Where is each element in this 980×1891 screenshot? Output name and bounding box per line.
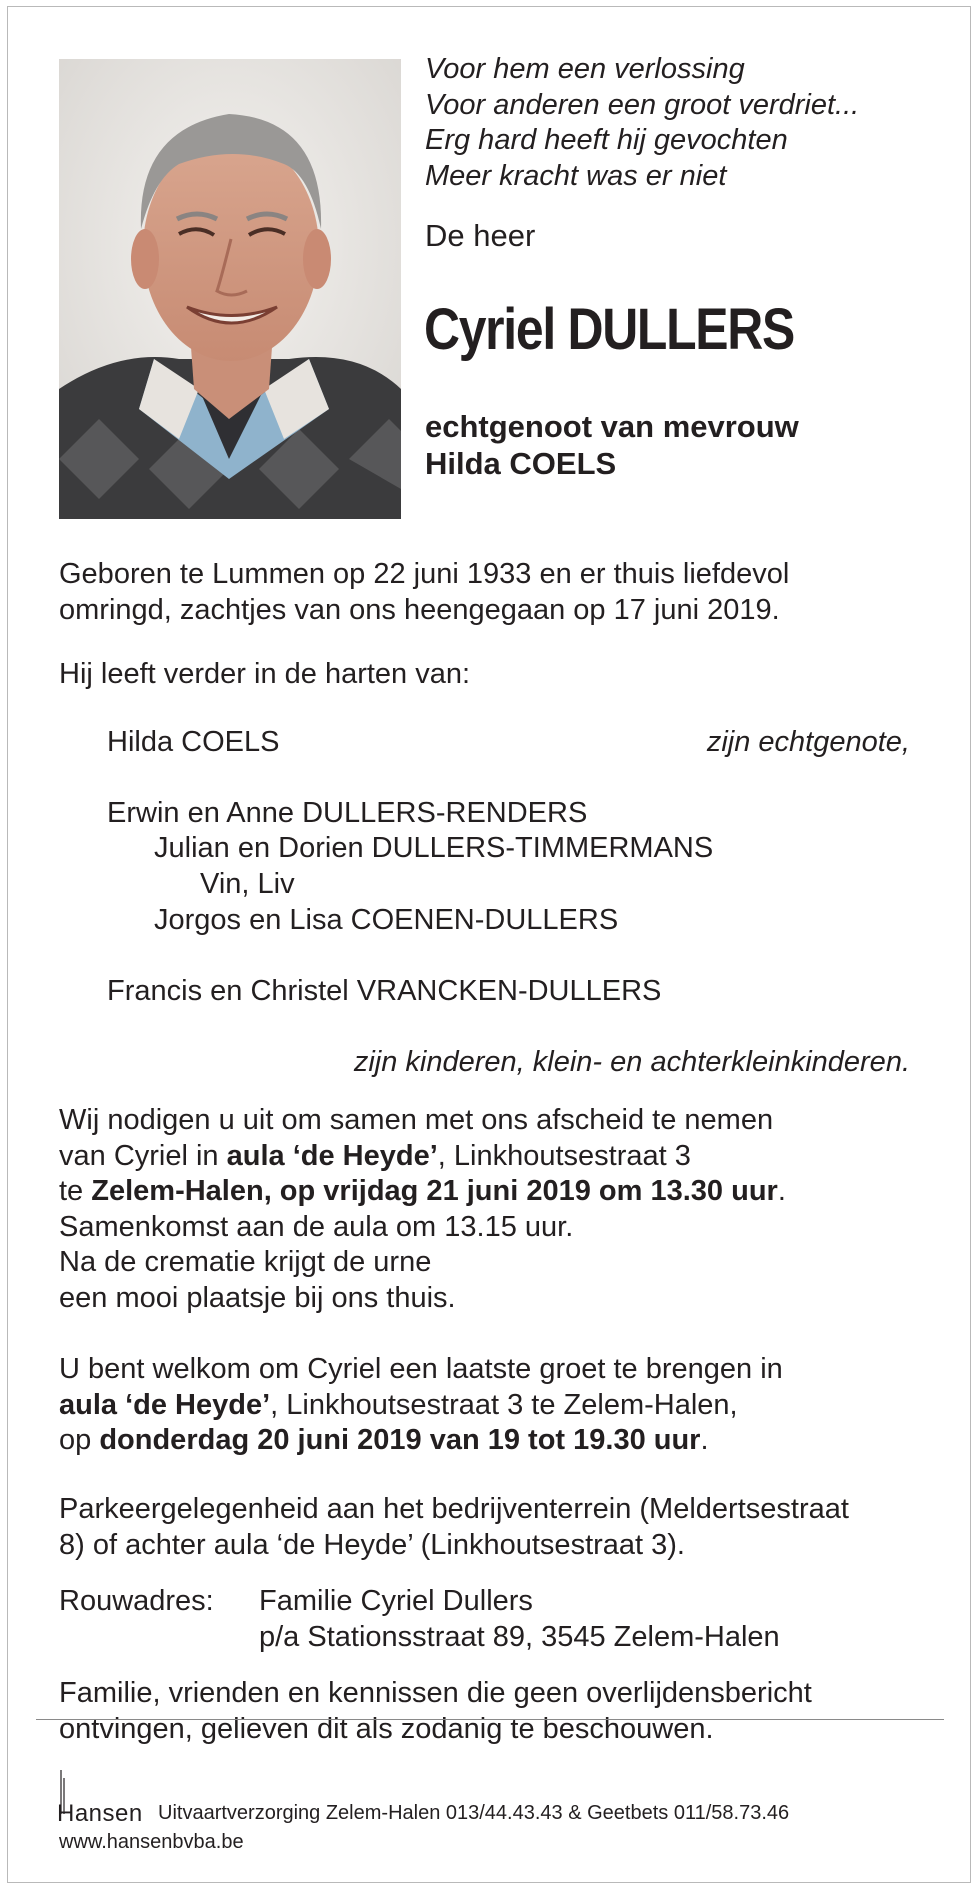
address-label: Rouwadres:	[59, 1585, 214, 1617]
address-line: Familie Cyriel Dullers	[259, 1585, 533, 1617]
birth-line: Geboren te Lummen op 22 juni 1933 en er thuis liefdevol	[59, 558, 790, 590]
text-span: , Linkhoutsestraat 3 te Zelem-Halen,	[270, 1388, 738, 1421]
invitation-line: Na de crematie krijgt de urne	[59, 1246, 432, 1278]
closing-line: Familie, vrienden en kennissen die geen overlijdensbericht	[59, 1677, 812, 1709]
closing-text	[59, 1676, 812, 1747]
relative-grandchildren: Vin, Liv	[200, 868, 295, 900]
venue-name: aula ‘de Heyde’	[226, 1139, 438, 1172]
invitation-line	[59, 1174, 786, 1210]
deceased-name: Cyriel DULLERS	[424, 297, 794, 362]
salutation: De heer	[425, 218, 536, 253]
relative-family: Erwin en Anne DULLERS-RENDERS	[107, 797, 588, 829]
poem	[425, 52, 859, 194]
visitation-line	[59, 1423, 783, 1459]
relative-children-role: zijn kinderen, klein- en achterkleinkinderen.	[353, 1046, 910, 1078]
relative-family: Jorgos en Lisa COENEN-DULLERS	[154, 904, 619, 936]
invitation-text	[59, 1103, 786, 1316]
poem-line: Meer kracht was er niet	[425, 159, 727, 192]
invitation-line	[59, 1139, 786, 1175]
text-span: op	[59, 1424, 100, 1456]
closing-line: ontvingen, gelieven dit als zodanig te beschouwen.	[59, 1712, 714, 1745]
parking-line: Parkeergelegenheid aan het bedrijventerrein (Meldertsestraat	[59, 1493, 849, 1525]
relative-family: Julian en Dorien DULLERS-TIMMERMANS	[154, 832, 714, 864]
text-span: , Linkhoutsestraat 3	[437, 1139, 691, 1172]
portrait-photo	[59, 59, 401, 519]
parking-text	[59, 1492, 849, 1563]
address-block	[259, 1584, 780, 1655]
relative-wife: Hilda COELS	[107, 726, 280, 758]
spouse-line: echtgenoot van mevrouw	[425, 409, 799, 444]
visitation-text	[59, 1352, 783, 1459]
parking-line: 8) of achter aula ‘de Heyde’ (Linkhoutsestraat 3).	[59, 1528, 685, 1561]
spouse-block	[425, 408, 799, 482]
text-span: .	[777, 1175, 786, 1207]
text-span: te	[59, 1175, 92, 1207]
invitation-line: Samenkomst aan de aula om 13.15 uur.	[59, 1210, 574, 1243]
spouse-name: Hilda COELS	[425, 446, 617, 481]
funeral-home-website[interactable]: www.hansenbvba.be	[59, 1831, 244, 1853]
venue-name: aula ‘de Heyde’	[59, 1388, 271, 1421]
address-line: p/a Stationsstraat 89, 3545 Zelem-Halen	[259, 1620, 780, 1653]
text-span: .	[700, 1424, 709, 1456]
visitation-line: U bent welkom om Cyriel een laatste groet te brengen in	[59, 1353, 783, 1385]
footer-divider	[36, 1719, 944, 1720]
birth-line: omringd, zachtjes van ons heengegaan op 17 juni 2019.	[59, 593, 780, 626]
relative-family: Francis en Christel VRANCKEN-DULLERS	[107, 975, 662, 1007]
visitation-line	[59, 1388, 783, 1424]
poem-line: Voor anderen een groot verdriet...	[425, 88, 860, 121]
visitation-datetime: donderdag 20 juni 2019 van 19 tot 19.30 uur	[99, 1424, 701, 1456]
poem-line: Voor hem een verlossing	[425, 53, 745, 85]
lives-on-text: Hij leeft verder in de harten van:	[59, 658, 471, 690]
invitation-line: Wij nodigen u uit om samen met ons afscheid te nemen	[59, 1104, 774, 1136]
funeral-home-contact: Uitvaartverzorging Zelem-Halen 013/44.43.43 & Geetbets 011/58.73.46	[158, 1802, 790, 1824]
invitation-line: een mooi plaatsje bij ons thuis.	[59, 1281, 456, 1314]
poem-line: Erg hard heeft hij gevochten	[425, 124, 788, 156]
text-span: van Cyriel in	[59, 1139, 227, 1172]
funeral-home-brand: Hansen	[57, 1800, 143, 1827]
relative-wife-role: zijn echtgenote,	[706, 726, 910, 758]
birth-text	[59, 557, 789, 628]
ceremony-datetime: Zelem-Halen, op vrijdag 21 juni 2019 om 13.30 uur	[91, 1175, 778, 1207]
